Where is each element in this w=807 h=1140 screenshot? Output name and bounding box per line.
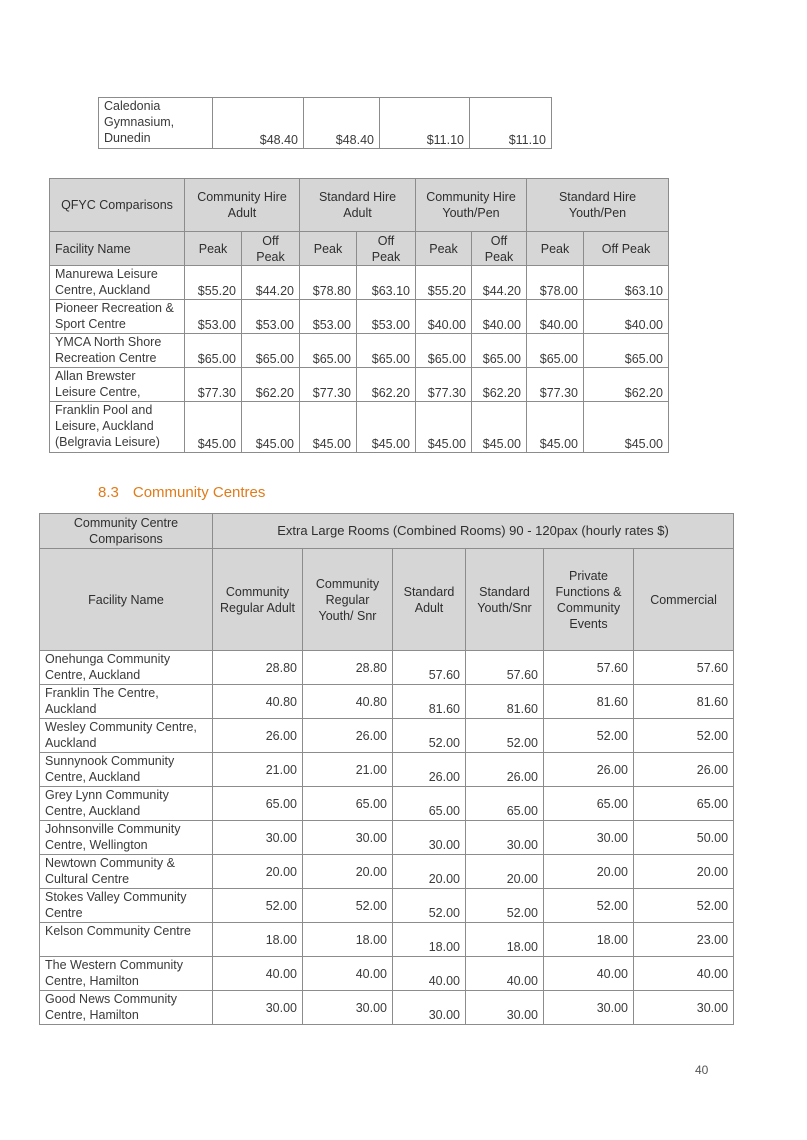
page-number: 40 [695, 1063, 709, 1077]
rate-cell: $45.00 [416, 402, 472, 453]
rate-cell: $65.00 [185, 334, 242, 368]
rate-cell: 28.80 [213, 651, 303, 685]
rate-cell: $48.40 [213, 98, 304, 149]
rate-cell: 30.00 [213, 821, 303, 855]
column-header: Peak [300, 232, 357, 266]
column-header: Standard Adult [393, 549, 466, 651]
rate-cell: $40.00 [527, 300, 584, 334]
rate-cell: 57.60 [466, 651, 544, 685]
section-title-text: Community Centres [132, 484, 266, 501]
column-header: Off Peak [584, 232, 669, 266]
table-row [40, 651, 734, 685]
rate-cell: 18.00 [466, 923, 544, 957]
table-row [50, 266, 669, 300]
community-centre-table [39, 513, 734, 1025]
rate-cell: 52.00 [466, 889, 544, 923]
rate-cell: $45.00 [357, 402, 416, 453]
group-header-row [40, 514, 734, 549]
rate-cell: 40.00 [466, 957, 544, 991]
rate-cell: 30.00 [544, 821, 634, 855]
column-header: QFYC Comparisons [50, 179, 185, 232]
sub-header-row [50, 232, 669, 266]
rate-cell: $65.00 [357, 334, 416, 368]
rate-cell: 65.00 [544, 787, 634, 821]
rate-cell: 52.00 [213, 889, 303, 923]
column-header: Community Hire Youth/Pen [416, 179, 527, 232]
column-header: Commercial [634, 549, 734, 651]
table-row [40, 855, 734, 889]
rate-cell: 26.00 [393, 753, 466, 787]
rate-cell: 52.00 [393, 719, 466, 753]
facility-name: Allan Brewster Leisure Centre, [50, 368, 185, 402]
rate-cell: 21.00 [303, 753, 393, 787]
rate-cell: $65.00 [472, 334, 527, 368]
rate-cell: $78.00 [527, 266, 584, 300]
table-row [50, 334, 669, 368]
rate-cell: 57.60 [634, 651, 734, 685]
rate-cell: $65.00 [242, 334, 300, 368]
rate-cell: $48.40 [304, 98, 380, 149]
rate-cell: 26.00 [466, 753, 544, 787]
rate-cell: 52.00 [544, 889, 634, 923]
facility-name: The Western Community Centre, Hamilton [40, 957, 213, 991]
rate-cell: $77.30 [527, 368, 584, 402]
rate-cell: $44.20 [472, 266, 527, 300]
table-row [40, 821, 734, 855]
rate-cell: 26.00 [634, 753, 734, 787]
rate-cell: $62.20 [472, 368, 527, 402]
rate-cell: 20.00 [303, 855, 393, 889]
rate-cell: 26.00 [213, 719, 303, 753]
table-row [50, 300, 669, 334]
rate-cell: 30.00 [303, 991, 393, 1025]
rate-cell: 81.60 [393, 685, 466, 719]
rate-cell: 20.00 [544, 855, 634, 889]
facility-name: Grey Lynn Community Centre, Auckland [40, 787, 213, 821]
rate-cell: 81.60 [466, 685, 544, 719]
rate-cell: $45.00 [584, 402, 669, 453]
rate-cell: $63.10 [357, 266, 416, 300]
rate-cell: 40.00 [213, 957, 303, 991]
rate-cell: $55.20 [185, 266, 242, 300]
column-header: Peak [527, 232, 584, 266]
rate-cell: $53.00 [242, 300, 300, 334]
column-header: Community Regular Youth/ Snr [303, 549, 393, 651]
facility-name: Johnsonville Community Centre, Wellington [40, 821, 213, 855]
column-header: Community Centre Comparisons [40, 514, 213, 549]
rate-cell: $45.00 [242, 402, 300, 453]
rate-cell: 26.00 [303, 719, 393, 753]
rate-cell: 28.80 [303, 651, 393, 685]
table-row [40, 923, 734, 957]
table-row [40, 685, 734, 719]
rate-cell: 40.00 [303, 957, 393, 991]
rate-cell: $45.00 [300, 402, 357, 453]
rate-cell: 52.00 [393, 889, 466, 923]
rate-cell: 20.00 [213, 855, 303, 889]
rate-cell: 18.00 [393, 923, 466, 957]
rate-cell: 18.00 [544, 923, 634, 957]
rate-cell: $44.20 [242, 266, 300, 300]
rate-cell: 40.00 [393, 957, 466, 991]
table-row [40, 957, 734, 991]
table-row [99, 98, 552, 149]
rate-cell: 18.00 [213, 923, 303, 957]
facility-name: Kelson Community Centre [40, 923, 213, 957]
rate-cell: 18.00 [303, 923, 393, 957]
rate-cell: 30.00 [393, 991, 466, 1025]
table-row [40, 719, 734, 753]
table-row [40, 753, 734, 787]
rate-cell: $40.00 [472, 300, 527, 334]
rate-cell: 65.00 [213, 787, 303, 821]
rate-cell: $65.00 [527, 334, 584, 368]
rate-cell: $53.00 [185, 300, 242, 334]
rate-cell: 65.00 [393, 787, 466, 821]
rate-cell: 40.80 [303, 685, 393, 719]
rate-cell: 30.00 [213, 991, 303, 1025]
column-header: Community Regular Adult [213, 549, 303, 651]
facility-name: Pioneer Recreation & Sport Centre [50, 300, 185, 334]
continued-rates-table [98, 97, 552, 149]
rate-cell: $62.20 [584, 368, 669, 402]
column-header: Off Peak [357, 232, 416, 266]
rate-cell: $45.00 [527, 402, 584, 453]
rate-cell: $62.20 [242, 368, 300, 402]
table-row [40, 889, 734, 923]
rate-cell: $45.00 [472, 402, 527, 453]
rate-cell: 52.00 [634, 889, 734, 923]
facility-name: Caledonia Gymnasium, Dunedin [99, 98, 213, 149]
facility-name: YMCA North Shore Recreation Centre [50, 334, 185, 368]
column-header: Peak [416, 232, 472, 266]
rate-cell: 57.60 [544, 651, 634, 685]
rate-cell: 52.00 [634, 719, 734, 753]
column-header: Community Hire Adult [185, 179, 300, 232]
rate-cell: 50.00 [634, 821, 734, 855]
facility-name: Stokes Valley Community Centre [40, 889, 213, 923]
column-header: Private Functions & Community Events [544, 549, 634, 651]
rate-cell: 52.00 [544, 719, 634, 753]
rate-cell: $55.20 [416, 266, 472, 300]
rate-cell: $11.10 [470, 98, 552, 149]
rate-cell: 30.00 [466, 991, 544, 1025]
facility-name: Good News Community Centre, Hamilton [40, 991, 213, 1025]
column-header: Peak [185, 232, 242, 266]
facility-name: Newtown Community & Cultural Centre [40, 855, 213, 889]
rate-cell: 20.00 [634, 855, 734, 889]
column-header: Off Peak [472, 232, 527, 266]
rate-cell: $63.10 [584, 266, 669, 300]
rate-cell: $45.00 [185, 402, 242, 453]
rate-cell: 81.60 [634, 685, 734, 719]
rate-cell: 52.00 [466, 719, 544, 753]
group-header-row [50, 179, 669, 232]
rate-cell: 30.00 [544, 991, 634, 1025]
rate-cell: $11.10 [380, 98, 470, 149]
rate-cell: $65.00 [584, 334, 669, 368]
rate-cell: $77.30 [416, 368, 472, 402]
facility-name: Franklin The Centre, Auckland [40, 685, 213, 719]
rate-cell: 57.60 [393, 651, 466, 685]
rate-cell: 40.00 [544, 957, 634, 991]
table-row [50, 402, 669, 453]
rate-cell: $53.00 [357, 300, 416, 334]
sub-header-row [40, 549, 734, 651]
column-header: Standard Hire Adult [300, 179, 416, 232]
rate-cell: $78.80 [300, 266, 357, 300]
rate-cell: $65.00 [416, 334, 472, 368]
table-row [40, 991, 734, 1025]
rate-cell: 30.00 [303, 821, 393, 855]
rate-cell: 21.00 [213, 753, 303, 787]
rate-cell: $62.20 [357, 368, 416, 402]
rate-cell: 30.00 [466, 821, 544, 855]
rate-cell: 40.00 [634, 957, 734, 991]
rate-cell: $77.30 [300, 368, 357, 402]
rate-cell: 30.00 [634, 991, 734, 1025]
rate-cell: 81.60 [544, 685, 634, 719]
section-number: 8.3 [98, 484, 119, 501]
column-header: Facility Name [40, 549, 213, 651]
rate-cell: $40.00 [416, 300, 472, 334]
section-heading [98, 484, 265, 501]
rate-cell: 40.80 [213, 685, 303, 719]
rate-cell: 65.00 [466, 787, 544, 821]
column-header: Facility Name [50, 232, 185, 266]
table-row [40, 787, 734, 821]
rate-cell: $40.00 [584, 300, 669, 334]
facility-name: Franklin Pool and Leisure, Auckland (Belgravia Leisure) [50, 402, 185, 453]
rate-cell: 26.00 [544, 753, 634, 787]
facility-name: Sunnynook Community Centre, Auckland [40, 753, 213, 787]
qfyc-comparison-table [49, 178, 669, 453]
table-row [50, 368, 669, 402]
rate-cell: $65.00 [300, 334, 357, 368]
rate-cell: 52.00 [303, 889, 393, 923]
facility-name: Onehunga Community Centre, Auckland [40, 651, 213, 685]
rate-cell: $77.30 [185, 368, 242, 402]
column-header: Off Peak [242, 232, 300, 266]
facility-name: Wesley Community Centre, Auckland [40, 719, 213, 753]
rate-cell: 30.00 [393, 821, 466, 855]
rate-cell: 65.00 [634, 787, 734, 821]
rate-cell: $53.00 [300, 300, 357, 334]
facility-name: Manurewa Leisure Centre, Auckland [50, 266, 185, 300]
rate-cell: 20.00 [393, 855, 466, 889]
column-header: Standard Youth/Snr [466, 549, 544, 651]
rate-cell: 65.00 [303, 787, 393, 821]
column-header: Extra Large Rooms (Combined Rooms) 90 - 120pax (hourly rates $) [213, 514, 734, 549]
rate-cell: 23.00 [634, 923, 734, 957]
rate-cell: 20.00 [466, 855, 544, 889]
column-header: Standard Hire Youth/Pen [527, 179, 669, 232]
